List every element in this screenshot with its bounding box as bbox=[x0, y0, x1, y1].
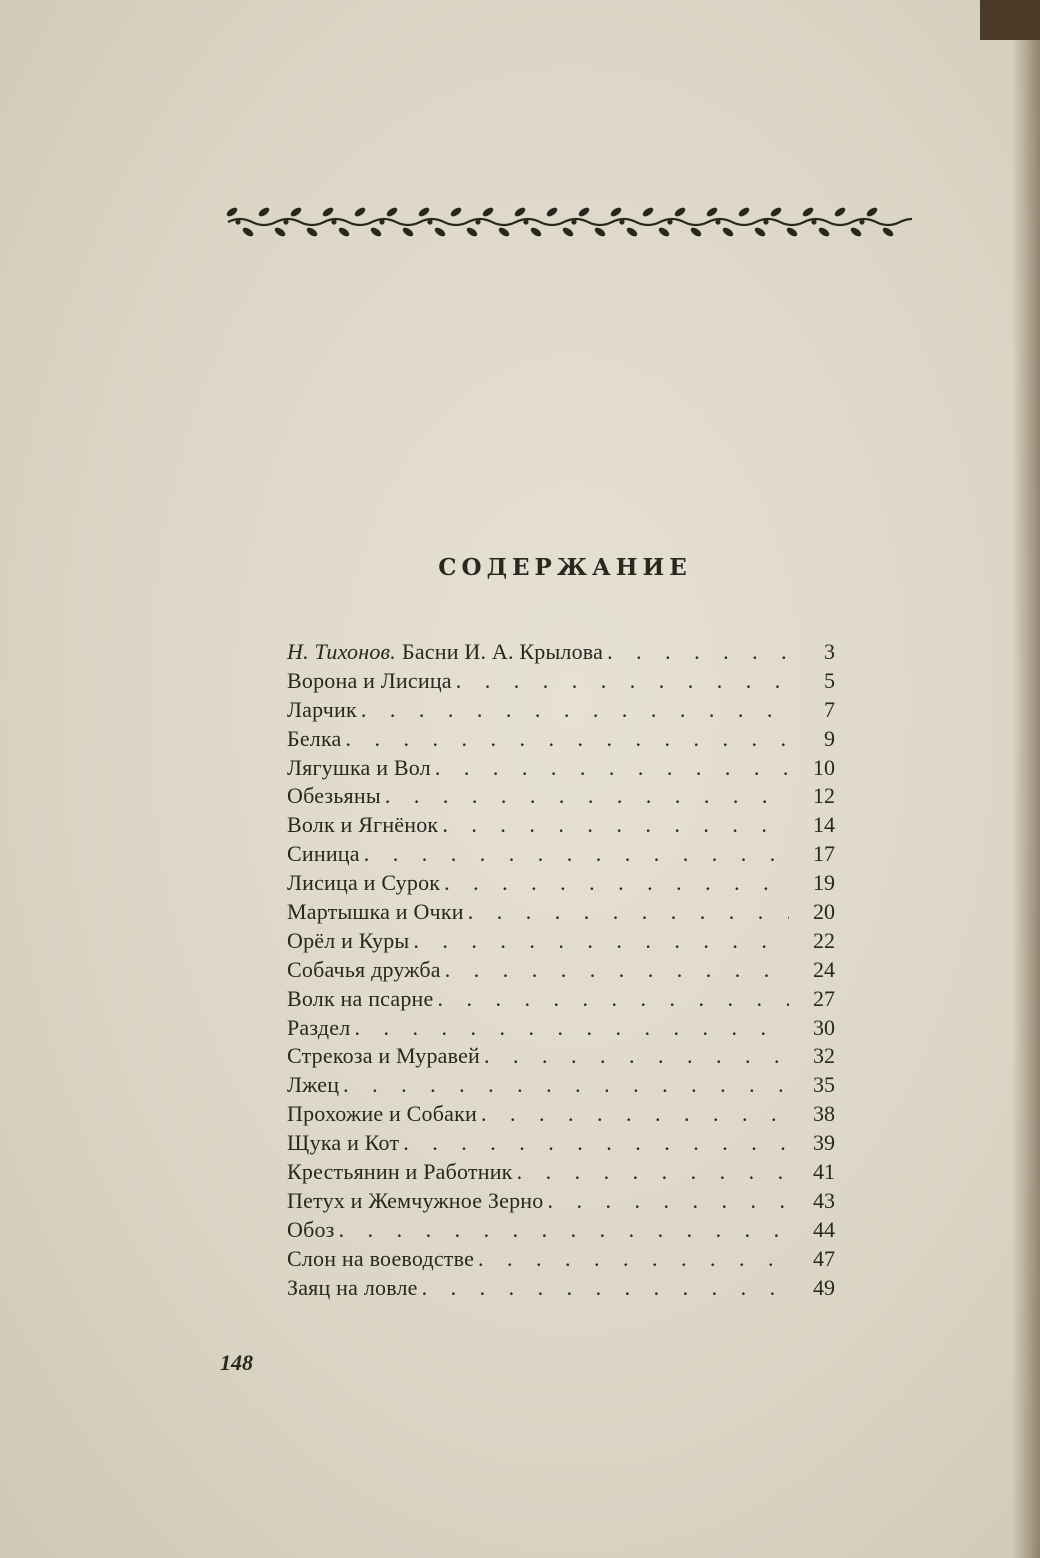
toc-entry bbox=[287, 1014, 835, 1043]
toc-entry-title-text: Обезьяны bbox=[287, 783, 381, 809]
leaf-icon bbox=[833, 206, 847, 218]
toc-entry bbox=[287, 811, 835, 840]
toc-entry bbox=[287, 898, 835, 927]
leaf-vine-ornament bbox=[222, 192, 912, 248]
toc-entry-page: 9 bbox=[824, 725, 835, 751]
dot-leader bbox=[445, 956, 789, 985]
leaf-icon bbox=[321, 206, 335, 218]
toc-entry bbox=[287, 956, 835, 985]
toc-entry bbox=[287, 869, 835, 898]
toc-entry bbox=[287, 927, 835, 956]
toc-entry bbox=[287, 1158, 835, 1187]
leaf-icon bbox=[241, 226, 255, 238]
toc-entry-page: 22 bbox=[813, 927, 835, 953]
toc-entry-title-text: Лжец bbox=[287, 1072, 340, 1098]
toc-entry-page: 20 bbox=[813, 899, 835, 925]
toc-entry-title bbox=[287, 898, 464, 927]
leaf-icon bbox=[401, 226, 415, 238]
dot-leader bbox=[444, 869, 789, 898]
leaf-icon bbox=[273, 226, 287, 238]
berry-icon bbox=[331, 219, 336, 224]
toc-entry-page: 39 bbox=[813, 1130, 835, 1156]
dot-leader bbox=[385, 782, 789, 811]
toc-entry-title-text: Крестьянин и Работник bbox=[287, 1159, 513, 1185]
leaf-icon bbox=[561, 226, 575, 238]
berry-icon bbox=[859, 219, 864, 224]
toc-entry bbox=[287, 840, 835, 869]
leaf-icon bbox=[849, 226, 863, 238]
berry-icon bbox=[523, 219, 528, 224]
leaf-icon bbox=[753, 226, 767, 238]
leaf-icon bbox=[641, 206, 655, 218]
dot-leader bbox=[484, 1042, 789, 1071]
toc-entry-page: 27 bbox=[813, 985, 835, 1011]
berry-icon bbox=[235, 219, 240, 224]
toc-entry-title bbox=[287, 725, 342, 754]
table-of-contents bbox=[287, 638, 835, 1302]
toc-entry-title bbox=[287, 1245, 474, 1274]
background-corner bbox=[980, 0, 1040, 40]
toc-entry-page: 12 bbox=[813, 783, 835, 809]
leaf-icon bbox=[369, 226, 383, 238]
page-edge-shadow bbox=[1012, 0, 1040, 1558]
toc-entry-title bbox=[287, 1014, 350, 1043]
toc-entry-page: 38 bbox=[813, 1101, 835, 1127]
toc-entry-title-text: Раздел bbox=[287, 1014, 351, 1040]
toc-entry-page: 47 bbox=[813, 1245, 835, 1271]
toc-entry bbox=[287, 1129, 835, 1158]
toc-entry bbox=[287, 1071, 835, 1100]
dot-leader bbox=[517, 1158, 789, 1187]
toc-entry-title bbox=[287, 638, 603, 667]
leaf-icon bbox=[609, 206, 623, 218]
dot-leader bbox=[456, 667, 789, 696]
page-number: 148 bbox=[220, 1350, 253, 1375]
dot-leader bbox=[547, 1187, 789, 1216]
toc-entry bbox=[287, 696, 835, 725]
leaf-icon bbox=[529, 226, 543, 238]
toc-entry-title bbox=[287, 1274, 418, 1303]
toc-entry bbox=[287, 1042, 835, 1071]
toc-entry-title-text: Стрекоза и Муравей bbox=[287, 1043, 481, 1069]
leaf-icon bbox=[417, 206, 431, 218]
toc-entry-page: 49 bbox=[813, 1274, 835, 1300]
toc-entry-title-text: Собачья дружба bbox=[287, 956, 441, 982]
toc-entry-page: 7 bbox=[824, 696, 835, 722]
leaf-icon bbox=[865, 206, 879, 218]
berry-icon bbox=[379, 219, 384, 224]
berry-icon bbox=[763, 219, 768, 224]
berry-icon bbox=[427, 219, 432, 224]
dot-leader bbox=[481, 1100, 789, 1129]
toc-entry-page: 5 bbox=[824, 667, 835, 693]
leaf-icon bbox=[353, 206, 367, 218]
toc-entry-title-text: Заяц на ловле bbox=[287, 1274, 418, 1300]
berry-icon bbox=[811, 219, 816, 224]
leaf-icon bbox=[465, 226, 479, 238]
toc-entry-page: 3 bbox=[824, 639, 835, 664]
toc-entry-title-text: Волк и Ягнёнок bbox=[287, 812, 439, 838]
toc-entry-title bbox=[287, 1187, 543, 1216]
toc-entry bbox=[287, 638, 835, 667]
berry-icon bbox=[619, 219, 624, 224]
leaf-icon bbox=[225, 206, 239, 218]
dot-leader bbox=[442, 811, 789, 840]
toc-entry-title bbox=[287, 985, 434, 1014]
toc-entry bbox=[287, 1187, 835, 1216]
leaf-icon bbox=[593, 226, 607, 238]
leaf-icon bbox=[497, 226, 511, 238]
toc-entry-title-text: Белка bbox=[287, 725, 342, 751]
dot-leader bbox=[346, 725, 790, 754]
dot-leader bbox=[413, 927, 789, 956]
toc-entry-title bbox=[287, 754, 431, 783]
dot-leader bbox=[468, 898, 789, 927]
dot-leader bbox=[403, 1129, 789, 1158]
toc-entry-title bbox=[287, 840, 360, 869]
toc-entry-page: 14 bbox=[813, 812, 835, 838]
leaf-icon bbox=[577, 206, 591, 218]
toc-entry bbox=[287, 667, 835, 696]
toc-entry-title-text: Ларчик bbox=[287, 696, 357, 722]
toc-entry-title-text: Орёл и Куры bbox=[287, 927, 410, 953]
leaf-icon bbox=[785, 226, 799, 238]
toc-entry bbox=[287, 985, 835, 1014]
toc-entry bbox=[287, 725, 835, 754]
toc-entry-title bbox=[287, 782, 381, 811]
leaf-icon bbox=[625, 226, 639, 238]
leaf-icon bbox=[433, 226, 447, 238]
toc-entry-title bbox=[287, 1158, 513, 1187]
berry-icon bbox=[475, 219, 480, 224]
leaf-icon bbox=[881, 226, 895, 238]
toc-entry bbox=[287, 782, 835, 811]
toc-entry-title-text: Ворона и Лисица bbox=[287, 667, 452, 693]
toc-entry-title-text: Синица bbox=[287, 841, 360, 867]
toc-entry-title-text: Щука и Кот bbox=[287, 1130, 400, 1156]
toc-entry-title bbox=[287, 811, 438, 840]
toc-entry-page: 43 bbox=[813, 1187, 835, 1213]
dot-leader bbox=[435, 754, 789, 783]
toc-entry-title-text: Басни И. А. Крылова bbox=[401, 639, 604, 664]
toc-entry-title-text: Мартышка и Очки bbox=[287, 899, 464, 925]
toc-entry-title-text: Обоз bbox=[287, 1216, 335, 1242]
toc-entry-title bbox=[287, 1042, 480, 1071]
dot-leader bbox=[343, 1071, 789, 1100]
toc-entry-title bbox=[287, 1216, 335, 1245]
toc-entry bbox=[287, 1245, 835, 1274]
dot-leader bbox=[354, 1014, 789, 1043]
leaf-icon bbox=[657, 226, 671, 238]
toc-entry-title-text: Прохожие и Собаки bbox=[287, 1101, 477, 1127]
toc-entry bbox=[287, 1216, 835, 1245]
leaf-icon bbox=[801, 206, 815, 218]
toc-entry bbox=[287, 1100, 835, 1129]
contents-heading: СОДЕРЖАНИЕ bbox=[438, 554, 692, 581]
toc-entry-page: 32 bbox=[813, 1043, 835, 1069]
leaf-icon bbox=[513, 206, 527, 218]
dot-leader bbox=[438, 985, 790, 1014]
toc-entry-title bbox=[287, 927, 409, 956]
dot-leader bbox=[364, 840, 789, 869]
toc-entry-title bbox=[287, 1071, 339, 1100]
leaf-icon bbox=[721, 226, 735, 238]
toc-entry-title bbox=[287, 869, 440, 898]
vine-stem bbox=[228, 219, 912, 225]
toc-entry-title-text: Петух и Жемчужное Зерно bbox=[287, 1187, 544, 1213]
leaf-icon bbox=[257, 206, 271, 218]
toc-entry bbox=[287, 754, 835, 783]
toc-entry-page: 35 bbox=[813, 1072, 835, 1098]
toc-entry-title-text: Лисица и Сурок bbox=[287, 870, 441, 896]
leaf-icon bbox=[689, 226, 703, 238]
toc-entry-title bbox=[287, 1129, 399, 1158]
leaf-icon bbox=[673, 206, 687, 218]
leaf-icon bbox=[481, 206, 495, 218]
leaf-icon bbox=[769, 206, 783, 218]
toc-entry-title bbox=[287, 696, 357, 725]
toc-entry-page: 19 bbox=[813, 870, 835, 896]
toc-entry-page: 10 bbox=[813, 754, 835, 780]
toc-entry-page: 24 bbox=[813, 956, 835, 982]
leaf-icon bbox=[289, 206, 303, 218]
toc-entry-page: 30 bbox=[813, 1014, 835, 1040]
berry-icon bbox=[715, 219, 720, 224]
leaf-icon bbox=[705, 206, 719, 218]
toc-entry-title bbox=[287, 1100, 477, 1129]
dot-leader bbox=[339, 1216, 789, 1245]
leaf-icon bbox=[449, 206, 463, 218]
berry-icon bbox=[667, 219, 672, 224]
toc-entry-title-text: Слон на воеводстве bbox=[287, 1245, 475, 1271]
leaf-icon bbox=[305, 226, 319, 238]
leaf-icon bbox=[737, 206, 751, 218]
toc-entry-title bbox=[287, 956, 441, 985]
leaf-icon bbox=[385, 206, 399, 218]
leaf-icon bbox=[817, 226, 831, 238]
toc-entry bbox=[287, 1274, 835, 1303]
dot-leader bbox=[361, 696, 789, 725]
dot-leader bbox=[478, 1245, 789, 1274]
dot-leader bbox=[422, 1274, 789, 1303]
toc-entry-author: Н. Тихонов. bbox=[287, 639, 396, 664]
leaf-icon bbox=[545, 206, 559, 218]
toc-entry-page: 41 bbox=[813, 1159, 835, 1185]
toc-entry-title-text: Волк на псарне bbox=[287, 985, 434, 1011]
dot-leader bbox=[607, 638, 789, 667]
berry-icon bbox=[571, 219, 576, 224]
leaf-icon bbox=[337, 226, 351, 238]
berry-icon bbox=[283, 219, 288, 224]
toc-entry-page: 44 bbox=[813, 1216, 835, 1242]
toc-entry-title bbox=[287, 667, 452, 696]
toc-entry-title-text: Лягушка и Вол bbox=[287, 754, 431, 780]
toc-entry-page: 17 bbox=[813, 841, 835, 867]
